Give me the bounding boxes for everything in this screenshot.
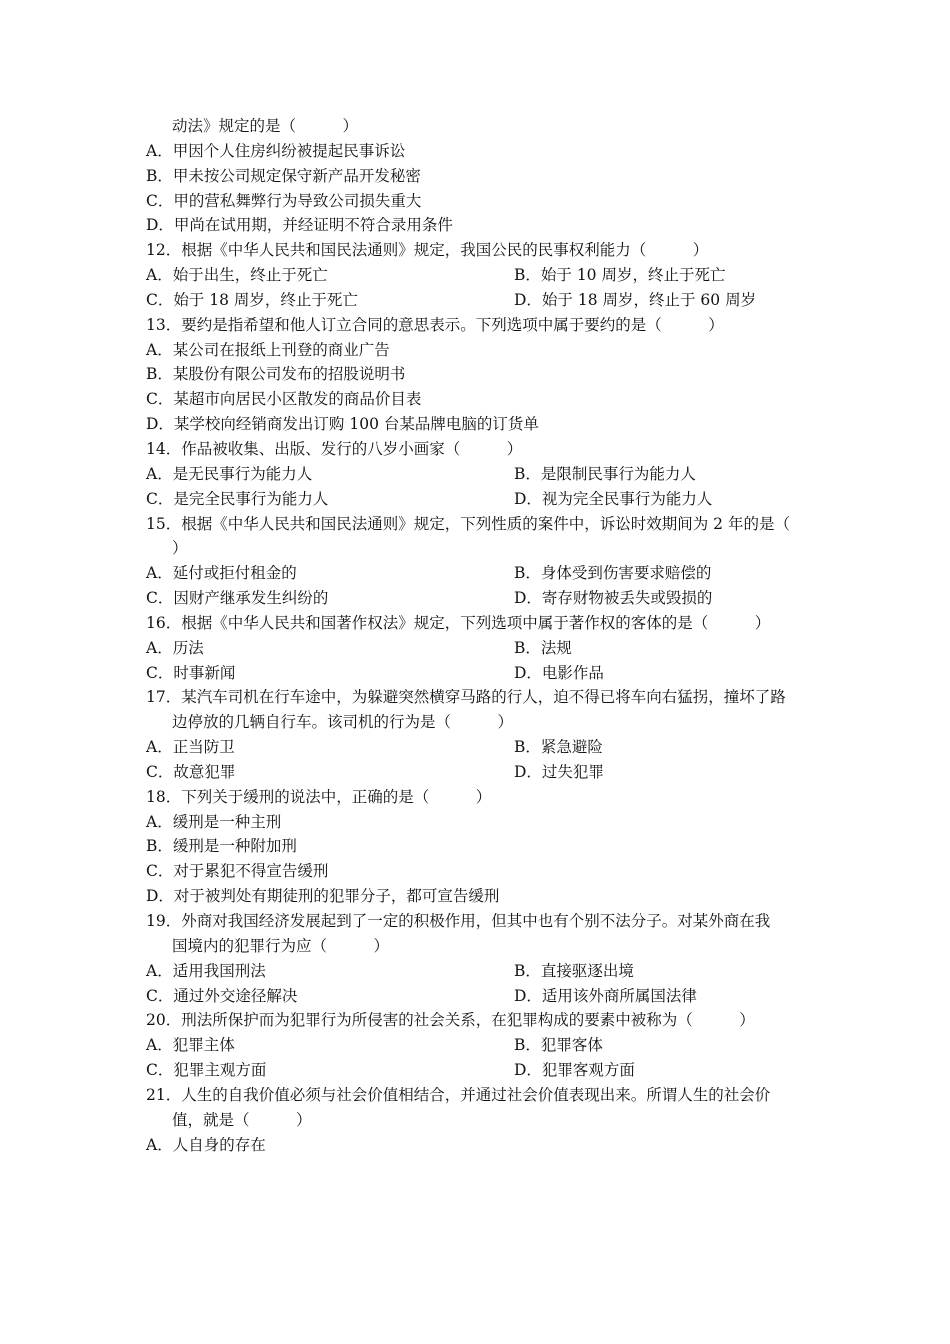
option-line: A．某公司在报纸上刊登的商业广告 xyxy=(146,340,390,359)
option-row xyxy=(146,487,810,512)
option-row xyxy=(146,760,810,785)
option-line: B．某股份有限公司发布的招股说明书 xyxy=(146,365,406,384)
option-right: D．始于 18 周岁，终止于 60 周岁 xyxy=(514,290,757,309)
question-stem: 17．某汽车司机在行车途中，为躲避突然横穿马路的行人，迫不得已将车向右猛拐，撞坏了路 xyxy=(146,688,786,707)
question-stem: 19．外商对我国经济发展起到了一定的积极作用，但其中也有个别不法分子。对某外商在我 xyxy=(146,912,771,930)
option-right: D．寄存财物被丢失或毁损的 xyxy=(514,589,713,608)
question-stem: 15．根据《中华人民共和国民法通则》规定，下列性质的案件中，诉讼时效期间为 2 年的是（ xyxy=(146,514,790,533)
option-left: A．始于出生，终止于死亡 xyxy=(146,266,328,285)
option-left: A．正当防卫 xyxy=(146,738,235,757)
option-line: C．某超市向居民小区散发的商品价目表 xyxy=(146,390,422,409)
option-line: A．缓刑是一种主刑 xyxy=(146,812,282,831)
option-row xyxy=(146,462,810,487)
option-left: A．适用我国刑法 xyxy=(146,961,266,980)
option-line: C．对于累犯不得宣告缓刑 xyxy=(146,862,329,881)
option-right: D．过失犯罪 xyxy=(514,762,604,781)
option-right: B．是限制民事行为能力人 xyxy=(514,464,696,483)
option-row xyxy=(146,661,810,686)
option-left: C．始于 18 周岁，终止于死亡 xyxy=(146,290,358,309)
option-right: B．法规 xyxy=(514,638,572,657)
option-row xyxy=(146,263,810,288)
exam-page-body xyxy=(146,114,810,1157)
continuation-line: 动法》规定的是（ ） xyxy=(172,117,359,135)
continuation-line: ） xyxy=(172,539,188,558)
option-left: C．时事新闻 xyxy=(146,663,236,682)
option-right: D．适用该外商所属国法律 xyxy=(514,986,697,1005)
question-stem: 16．根据《中华人民共和国著作权法》规定，下列选项中属于著作权的客体的是（ ） xyxy=(146,613,771,632)
option-line: B．甲未按公司规定保守新产品开发秘密 xyxy=(146,166,421,185)
option-left: A．延付或拒付租金的 xyxy=(146,564,297,583)
option-left: C．犯罪主观方面 xyxy=(146,1061,267,1080)
option-row xyxy=(146,1058,810,1083)
option-row xyxy=(146,586,810,611)
option-left: C．通过外交途径解决 xyxy=(146,986,298,1005)
continuation-line: 值，就是（ ） xyxy=(172,1110,312,1129)
option-right: B．始于 10 周岁，终止于死亡 xyxy=(514,266,726,285)
question-stem: 12．根据《中华人民共和国民法通则》规定，我国公民的民事权利能力（ ） xyxy=(146,241,709,260)
option-row xyxy=(146,984,810,1009)
question-stem: 18．下列关于缓刑的说法中，正确的是（ ） xyxy=(146,787,492,806)
option-right: B．直接驱逐出境 xyxy=(514,961,634,980)
question-stem: 20．刑法所保护而为犯罪行为所侵害的社会关系，在犯罪构成的要素中被称为（ ） xyxy=(146,1011,755,1030)
option-right: B．犯罪客体 xyxy=(514,1036,603,1055)
option-left: C．因财产继承发生纠纷的 xyxy=(146,589,329,608)
option-row xyxy=(146,1033,810,1058)
question-stem: 14．作品被收集、出版、发行的八岁小画家（ ） xyxy=(146,439,523,458)
option-right: D．电影作品 xyxy=(514,663,604,682)
option-line: D．某学校向经销商发出订购 100 台某品牌电脑的订货单 xyxy=(146,415,539,434)
option-right: D．视为完全民事行为能力人 xyxy=(514,489,713,508)
option-line: A．人自身的存在 xyxy=(146,1135,266,1154)
option-line: D．甲尚在试用期，并经证明不符合录用条件 xyxy=(146,216,453,235)
option-row xyxy=(146,959,810,984)
question-stem: 21．人生的自我价值必须与社会价值相结合，并通过社会价值表现出来。所谓人生的社会价 xyxy=(146,1085,771,1104)
option-line: A．甲因个人住房纠纷被提起民事诉讼 xyxy=(146,141,406,160)
continuation-line: 国境内的犯罪行为应（ ） xyxy=(172,936,390,955)
option-left: C．是完全民事行为能力人 xyxy=(146,489,329,508)
option-left: A．历法 xyxy=(146,638,204,657)
option-row xyxy=(146,636,810,661)
continuation-line: 边停放的几辆自行车。该司机的行为是（ ） xyxy=(172,713,514,732)
option-right: B．紧急避险 xyxy=(514,738,603,757)
option-row xyxy=(146,735,810,760)
option-line: B．缓刑是一种附加刑 xyxy=(146,837,297,856)
option-line: C．甲的营私舞弊行为导致公司损失重大 xyxy=(146,191,422,210)
option-left: A．是无民事行为能力人 xyxy=(146,464,313,483)
option-right: D．犯罪客观方面 xyxy=(514,1061,635,1080)
option-right: B．身体受到伤害要求赔偿的 xyxy=(514,564,712,583)
question-stem: 13．要约是指希望和他人订立合同的意思表示。下列选项中属于要约的是（ ） xyxy=(146,315,724,334)
option-left: C．故意犯罪 xyxy=(146,762,236,781)
option-line: D．对于被判处有期徒刑的犯罪分子，都可宣告缓刑 xyxy=(146,887,500,906)
option-row xyxy=(146,561,810,586)
option-left: A．犯罪主体 xyxy=(146,1036,235,1055)
option-row xyxy=(146,288,810,313)
